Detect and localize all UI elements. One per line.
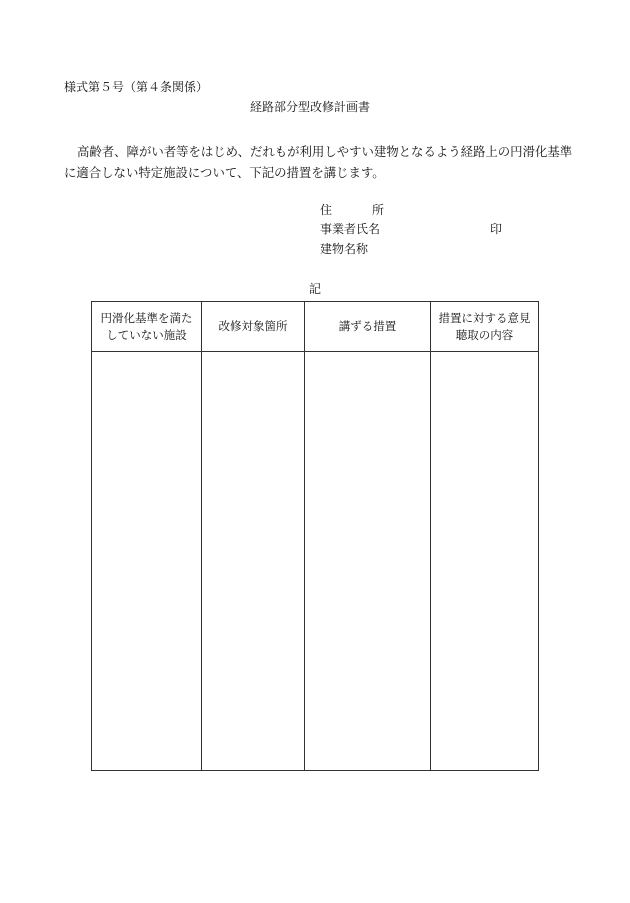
cell-measures[interactable]: [305, 352, 431, 771]
table-header-row: [92, 302, 539, 352]
table-row: [92, 352, 539, 771]
header-renovation-target: [202, 302, 305, 352]
building-name-label: 建物名称: [320, 242, 369, 256]
header-renovation-target-text: 改修対象箇所: [218, 319, 288, 333]
declaration-text: 高齢者、障がい者等をはじめ、だれもが利用しやすい建物となるよう経路上の円滑化基準に適合しない特定施設について、下記の措置を講じます。: [64, 144, 573, 180]
header-noncompliant-facility-line1: 円滑化基準を満た: [100, 310, 193, 325]
cell-renovation-target[interactable]: [202, 352, 305, 771]
document-title: 経路部分型改修計画書: [250, 100, 371, 114]
header-noncompliant-facility-line2: していない施設: [106, 327, 187, 342]
header-noncompliant-facility: [92, 302, 202, 352]
header-opinion-hearing-line2: 聴取の内容: [455, 327, 514, 342]
ki-heading: 記: [309, 282, 322, 296]
renovation-plan-table: [91, 301, 539, 771]
address-label-char-2: 所: [372, 203, 385, 217]
address-label: [320, 203, 384, 217]
form-number-label: 様式第５号（第４条関係）: [64, 80, 209, 94]
header-opinion-hearing: [431, 302, 539, 352]
operator-name-label: 事業者氏名: [320, 222, 381, 236]
cell-noncompliant-facility[interactable]: [92, 352, 202, 771]
seal-mark: 印: [490, 222, 503, 236]
address-label-char-1: 住: [320, 203, 333, 217]
header-opinion-hearing-line1: 措置に対する意見: [438, 310, 531, 325]
header-measures-text: 講ずる措置: [338, 319, 397, 333]
cell-opinion-hearing[interactable]: [431, 352, 539, 771]
header-measures: [305, 302, 431, 352]
